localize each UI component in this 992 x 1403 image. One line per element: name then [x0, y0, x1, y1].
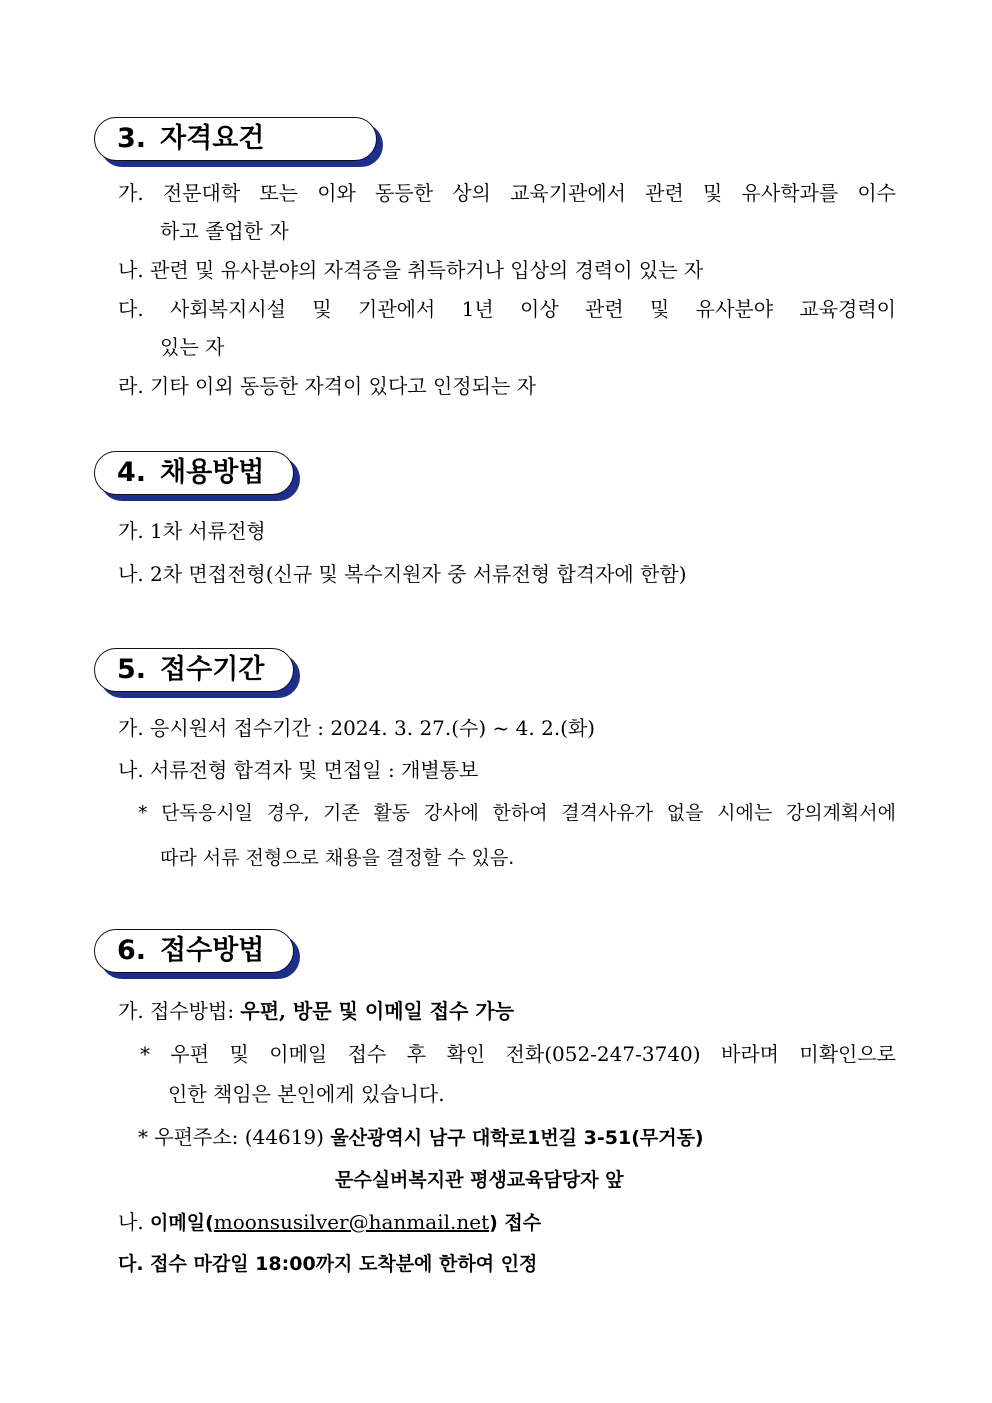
section-number: 3. [117, 123, 147, 154]
header-box [94, 929, 294, 973]
s6-note-phone: * 우편 및 이메일 접수 후 확인 전화(052-247-3740) 바라며 미확인으로 [140, 1042, 896, 1066]
address-prefix: * 우편주소: (44619) [138, 1125, 331, 1149]
s3-item-da: 다. 사회복지시설 및 기관에서 1년 이상 관련 및 유사분야 교육경력이 [118, 297, 896, 321]
s6-item-da: 다. 접수 마감일 18:00까지 도착분에 한하여 인정 [118, 1253, 538, 1275]
s4-item-na: 나. 2차 면접전형(신규 및 복수지원자 중 서류전형 합격자에 한함) [118, 562, 687, 586]
s6-item-na [118, 1209, 541, 1236]
section-3-header [94, 117, 377, 161]
na-prefix: 나. [118, 1210, 151, 1234]
section-number: 5. [117, 654, 147, 685]
s6-item-ga [118, 998, 514, 1024]
s5-note-cont: 따라 서류 전형으로 채용을 결정할 수 있음. [160, 847, 515, 869]
s3-item-ra: 라. 기타 이외 동등한 자격이 있다고 인정되는 자 [118, 374, 536, 398]
email-close: ) [489, 1212, 498, 1234]
address-value: 울산광역시 남구 대학로1번길 3-51(무거동) [330, 1127, 704, 1149]
section-title: 채용방법 [160, 457, 265, 488]
s4-item-ga: 가. 1차 서류전형 [118, 519, 266, 543]
s3-item-ga-cont: 하고 졸업한 자 [160, 219, 289, 243]
s6-note-phone-cont: 인한 책임은 본인에게 있습니다. [168, 1082, 445, 1106]
section-title: 자격요건 [160, 123, 265, 154]
ga-prefix: 가. 접수방법: [118, 999, 241, 1023]
s3-item-na: 나. 관련 및 유사분야의 자격증을 취득하거나 입상의 경력이 있는 자 [118, 258, 704, 282]
s5-note: * 단독응시일 경우, 기존 활동 강사에 한하여 결격사유가 없을 시에는 강의계획서에 [138, 802, 896, 824]
section-6-header [94, 929, 294, 973]
s3-item-da-cont: 있는 자 [160, 335, 225, 359]
section-number: 4. [117, 457, 147, 488]
header-box [94, 451, 294, 495]
header-box [94, 648, 294, 692]
email-link[interactable]: moonsusilver@hanmail.net [213, 1210, 490, 1234]
section-title: 접수기간 [160, 654, 265, 685]
s6-address [138, 1124, 704, 1151]
email-suffix: 접수 [497, 1212, 542, 1234]
s5-item-ga: 가. 응시원서 접수기간 : 2024. 3. 27.(수) ~ 4. 2.(화) [118, 716, 596, 740]
email-label: 이메일( [150, 1212, 214, 1234]
section-number: 6. [117, 935, 147, 966]
s5-item-na: 나. 서류전형 합격자 및 면접일 : 개별통보 [118, 758, 479, 782]
ga-methods: 우편, 방문 및 이메일 접수 가능 [240, 999, 515, 1023]
s3-item-ga: 가. 전문대학 또는 이와 동등한 상의 교육기관에서 관련 및 유사학과를 이수 [118, 181, 896, 205]
s6-address-recipient: 문수실버복지관 평생교육담당자 앞 [335, 1169, 624, 1191]
section-title: 접수방법 [160, 935, 265, 966]
section-4-header [94, 451, 294, 495]
header-box [94, 117, 377, 161]
section-5-header [94, 648, 294, 692]
